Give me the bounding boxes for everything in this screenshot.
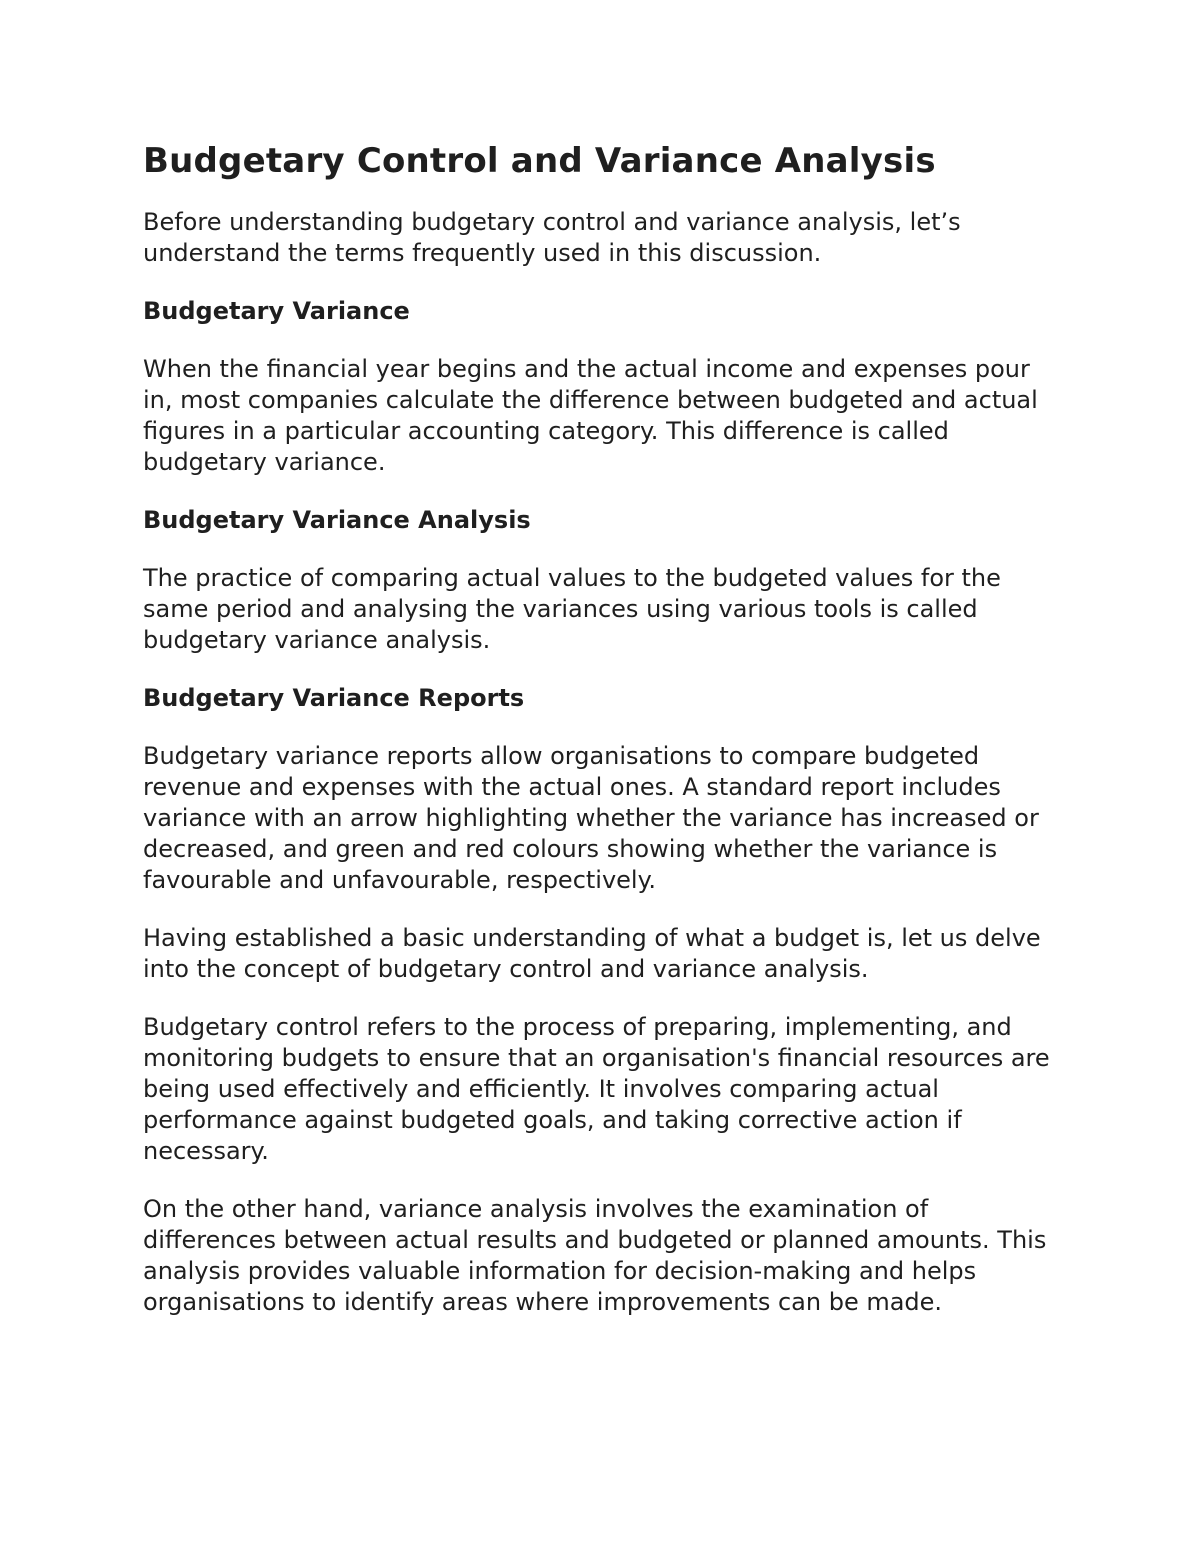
intro-paragraph: Before understanding budgetary control and variance analysis, let’s understand the terms frequently used in this discussion. bbox=[143, 208, 961, 267]
section-body-variance-analysis: The practice of comparing actual values to the budgeted values for the same period and analysing the variances using various tools is called budgetary variance analysis. bbox=[143, 564, 1001, 654]
section-body-variance-reports: Budgetary variance reports allow organisations to compare budgeted revenue and expenses with the actual ones. A standard report includes variance with an arrow highlighting whether the variance has increased or decreased, and green and red colours showing whether the variance is favourable and unfavourable, respectively. bbox=[143, 742, 1039, 894]
section-body-budgetary-variance: When the financial year begins and the actual income and expenses pour in, most companies calculate the difference between budgeted and actual figures in a particular accounting category. This difference is called budgetary variance. bbox=[143, 355, 1038, 476]
body-paragraph: On the other hand, variance analysis involves the examination of differences between actual results and budgeted or planned amounts. This analysis provides valuable information for decision-making and helps organisations to identify areas where improvements can be made. bbox=[143, 1195, 1047, 1316]
document-page bbox=[143, 140, 1063, 1345]
section-heading-variance-analysis: Budgetary Variance Analysis bbox=[143, 506, 531, 534]
section-heading-budgetary-variance: Budgetary Variance bbox=[143, 297, 410, 325]
body-paragraph: Budgetary control refers to the process of preparing, implementing, and monitoring budgets to ensure that an organisation's financial resources are being used effectively and efficiently. It involves comparing actual performance against budgeted goals, and taking corrective action if necessary. bbox=[143, 1013, 1050, 1165]
body-paragraph: Having established a basic understanding of what a budget is, let us delve into the concept of budgetary control and variance analysis. bbox=[143, 924, 1041, 983]
page-title: Budgetary Control and Variance Analysis bbox=[143, 141, 936, 181]
section-heading-variance-reports: Budgetary Variance Reports bbox=[143, 684, 525, 712]
